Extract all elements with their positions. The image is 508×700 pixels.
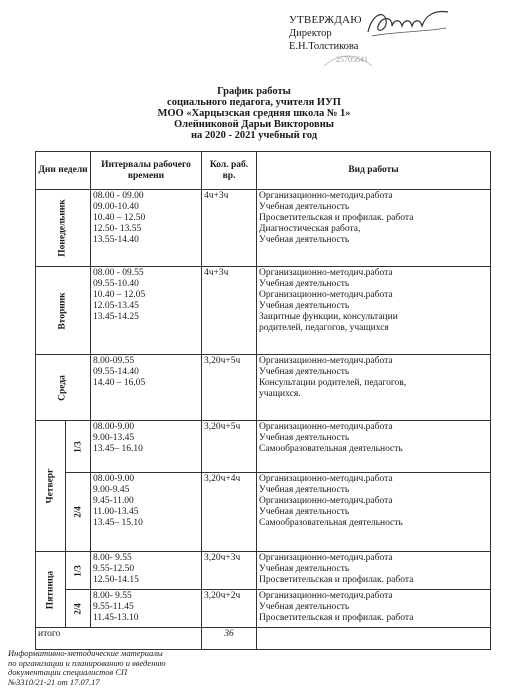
time-interval: 11.00-13.45 bbox=[93, 507, 139, 517]
times-cell bbox=[91, 552, 202, 590]
work-item: Организационно-методич.работа bbox=[259, 356, 393, 366]
footer-note bbox=[8, 649, 308, 687]
title-line: График работы bbox=[217, 86, 291, 97]
times-cell bbox=[91, 355, 202, 421]
week-cell bbox=[66, 552, 91, 590]
work-item: Учебная деятельность bbox=[259, 235, 350, 245]
day-label: Понедельник bbox=[57, 199, 68, 257]
title-line: Олейниковой Дарьи Викторовны bbox=[174, 119, 334, 130]
time-interval: 8.00-09.55 bbox=[93, 356, 135, 366]
document-title bbox=[0, 86, 508, 141]
time-interval: 08.00-9.00 bbox=[93, 422, 135, 432]
work-item: Организационно-методич.работа bbox=[259, 422, 393, 432]
work-item: Просветительская и профилак. работа bbox=[259, 575, 414, 585]
time-interval: 8.00- 9.55 bbox=[93, 591, 132, 601]
times-cell bbox=[91, 421, 202, 473]
time-interval: 12.05-13.45 bbox=[93, 301, 139, 311]
week-label: 1/3 bbox=[72, 564, 83, 577]
week-cell bbox=[66, 473, 91, 552]
time-interval: 09.55-14.40 bbox=[93, 367, 139, 377]
week-label: 2/4 bbox=[72, 506, 83, 518]
day-cell bbox=[36, 355, 91, 421]
work-cell bbox=[257, 355, 491, 421]
day-cell bbox=[36, 190, 91, 267]
work-item: Диагностическая работа, bbox=[259, 224, 361, 234]
work-item: Организационно-методич.работа bbox=[259, 591, 393, 601]
time-interval: 9.00-9.45 bbox=[93, 485, 130, 495]
time-interval: 8.00- 9.55 bbox=[93, 553, 132, 563]
day-label: Пятница bbox=[45, 570, 55, 609]
work-item: Организационно-методич.работа bbox=[259, 474, 393, 484]
work-item: Учебная деятельность bbox=[259, 602, 350, 612]
work-item: родителей, педагогов, учащихся bbox=[259, 323, 389, 333]
time-interval: 09.00-10.40 bbox=[93, 202, 139, 212]
work-item: Организационно-методич.работа bbox=[259, 191, 393, 201]
total-row bbox=[36, 628, 491, 650]
time-interval: 9.45-11.00 bbox=[93, 496, 134, 506]
day-cell bbox=[36, 267, 91, 355]
work-item: Учебная деятельность bbox=[259, 279, 350, 289]
table-row bbox=[36, 552, 491, 590]
time-interval: 10.40 – 12.50 bbox=[93, 213, 146, 223]
hours-cell: 4ч+3ч bbox=[202, 190, 257, 267]
week-label: 2/4 bbox=[72, 602, 83, 615]
approval-name: Е.Н.Толстикова bbox=[289, 41, 359, 52]
schedule-table bbox=[35, 151, 491, 650]
time-interval: 08.00-9.00 bbox=[93, 474, 135, 484]
work-item: Учебная деятельность bbox=[259, 301, 350, 311]
header-work: Вид работы bbox=[257, 152, 491, 190]
footer-line: Информативно-методические материалы bbox=[8, 648, 163, 658]
time-interval: 10.40 – 12.05 bbox=[93, 290, 146, 300]
work-cell bbox=[257, 267, 491, 355]
table-row bbox=[36, 590, 491, 628]
table-row bbox=[36, 267, 491, 355]
week-label: 1/3 bbox=[72, 440, 83, 453]
approval-title: УТВЕРЖДАЮ bbox=[289, 14, 362, 26]
work-item: Консультации родителей, педагогов, bbox=[259, 378, 407, 388]
times-cell bbox=[91, 190, 202, 267]
header-intervals: Интервалы рабочего времени bbox=[91, 152, 202, 190]
week-cell bbox=[66, 590, 91, 628]
work-item: Учебная деятельность bbox=[259, 564, 350, 574]
work-item: Просветительская и профилак. работа bbox=[259, 613, 414, 623]
work-item: Просветительская и профилак. работа bbox=[259, 213, 414, 223]
footer-line: №3310/21-21 от 17.07.17 bbox=[8, 676, 100, 687]
work-item: Организационно-методич.работа bbox=[259, 553, 393, 563]
hours-cell: 3,20ч+3ч bbox=[202, 552, 257, 590]
header-hours: Кол. раб. вр. bbox=[202, 152, 257, 190]
table-row bbox=[36, 473, 491, 552]
work-cell bbox=[257, 190, 491, 267]
total-label: итого bbox=[36, 628, 202, 650]
work-item: Самообразовательная деятельность bbox=[259, 518, 403, 528]
table-row bbox=[36, 421, 491, 473]
hours-cell: 3,20ч+4ч bbox=[202, 473, 257, 552]
time-interval: 9.55-12.50 bbox=[93, 564, 135, 574]
signature-mark bbox=[362, 2, 452, 46]
time-interval: 9.55-11.45 bbox=[93, 602, 134, 612]
time-interval: 11.45-13.10 bbox=[93, 613, 139, 623]
time-interval: 08.00 - 09.55 bbox=[93, 268, 144, 278]
work-cell bbox=[257, 552, 491, 590]
day-cell bbox=[36, 552, 66, 628]
hours-cell: 3,20ч+2ч bbox=[202, 590, 257, 628]
hours-cell: 4ч+3ч bbox=[202, 267, 257, 355]
total-value: 36 bbox=[202, 628, 257, 650]
footer-line: документации специалистов СП bbox=[8, 667, 128, 677]
work-item: Учебная деятельность bbox=[259, 485, 350, 495]
stamp-mark bbox=[322, 50, 374, 68]
times-cell bbox=[91, 267, 202, 355]
week-cell bbox=[66, 421, 91, 473]
table-row bbox=[36, 355, 491, 421]
work-item: Организационно-методич.работа bbox=[259, 496, 393, 506]
footer-line: по организации и планированию и введению bbox=[8, 657, 166, 668]
work-cell bbox=[257, 421, 491, 473]
work-item: Самообразовательная деятельность bbox=[259, 444, 403, 454]
time-interval: 13.55-14.40 bbox=[93, 235, 139, 245]
time-interval: 13.45-14.25 bbox=[93, 312, 139, 322]
work-item: Учебная деятельность bbox=[259, 367, 350, 377]
table-row bbox=[36, 190, 491, 267]
work-cell bbox=[257, 473, 491, 552]
work-item: Учебная деятельность bbox=[259, 433, 350, 443]
hours-cell: 3,20ч+5ч bbox=[202, 421, 257, 473]
work-item: Защитные функции, консультации bbox=[259, 312, 398, 322]
time-interval: 12.50- 13.55 bbox=[93, 224, 142, 234]
day-label: Среда bbox=[57, 374, 68, 401]
day-label: Вторник bbox=[57, 291, 68, 330]
title-line: социального педагога, учителя ИУП bbox=[167, 97, 341, 108]
work-cell bbox=[257, 590, 491, 628]
title-line: на 2020 - 2021 учебный год bbox=[190, 130, 318, 141]
time-interval: 9.00-13.45 bbox=[93, 433, 135, 443]
day-cell bbox=[36, 421, 66, 552]
times-cell bbox=[91, 473, 202, 552]
work-item: учащихся. bbox=[259, 389, 301, 399]
time-interval: 13.45– 15.10 bbox=[93, 518, 143, 528]
header-days: Дни недели bbox=[36, 152, 91, 190]
work-item: Учебная деятельность bbox=[259, 507, 350, 517]
table-header-row bbox=[36, 152, 491, 190]
hours-cell: 3,20ч+5ч bbox=[202, 355, 257, 421]
work-item: Организационно-методич.работа bbox=[259, 268, 393, 278]
work-item: Организационно-методич.работа bbox=[259, 290, 393, 300]
work-item: Учебная деятельность bbox=[259, 202, 350, 212]
time-interval: 13.45– 16.10 bbox=[93, 444, 143, 454]
stamp-number: 25705641 bbox=[336, 55, 368, 64]
total-empty-cell bbox=[257, 628, 491, 650]
day-label: Четверг bbox=[45, 468, 55, 504]
time-interval: 14.40 – 16.05 bbox=[93, 378, 146, 388]
approval-position: Директор bbox=[289, 28, 332, 39]
time-interval: 12.50-14.15 bbox=[93, 575, 139, 585]
times-cell bbox=[91, 590, 202, 628]
time-interval: 09.55-10.40 bbox=[93, 279, 139, 289]
time-interval: 08.00 - 09.00 bbox=[93, 191, 144, 201]
title-line: МОО «Харцызская средняя школа № 1» bbox=[157, 108, 351, 119]
